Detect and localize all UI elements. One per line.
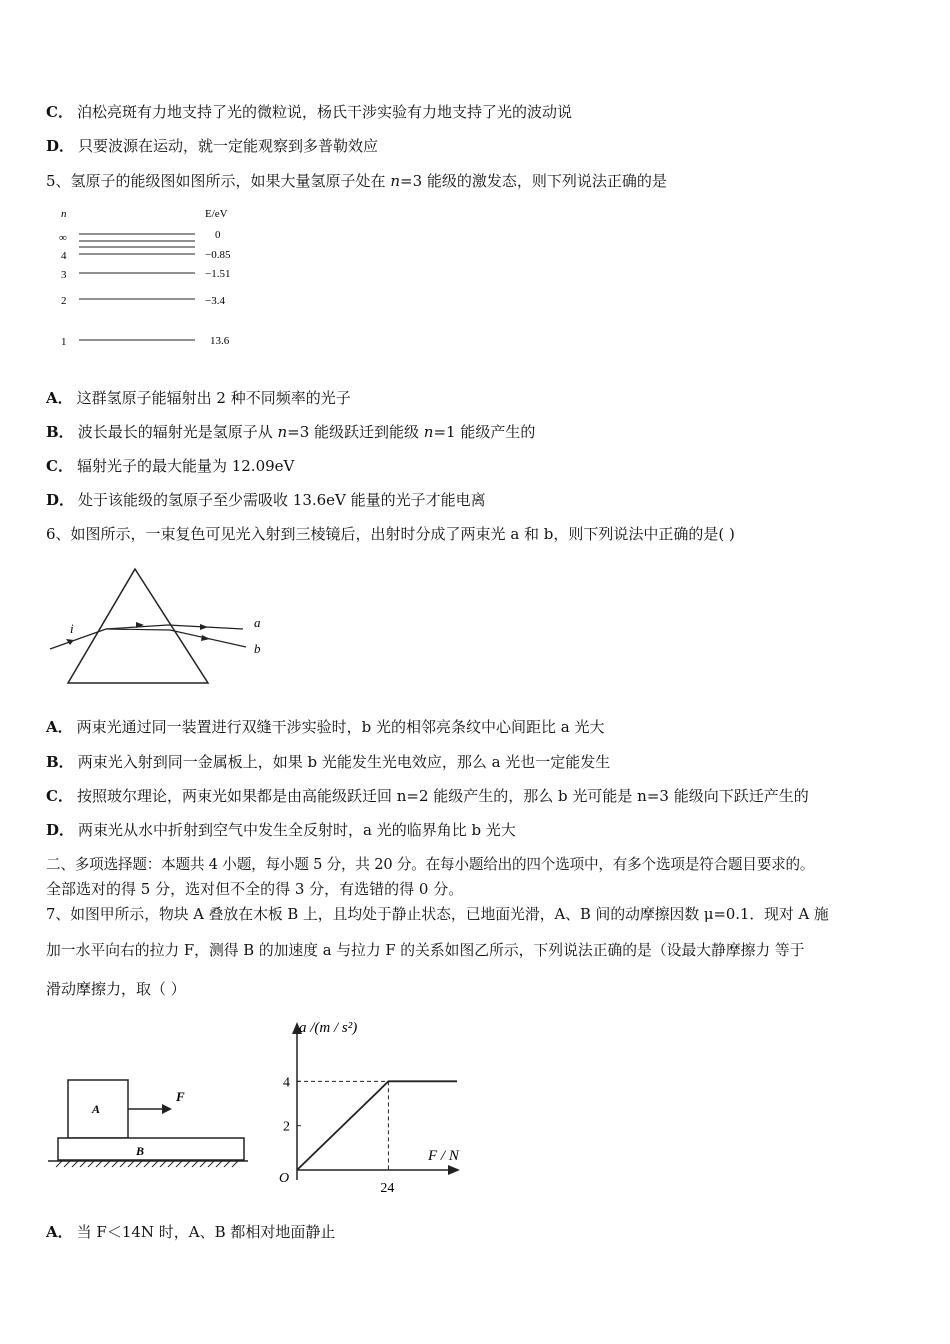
acceleration-force-chart [275,1010,475,1195]
y-tick-label: 4 [283,1075,290,1091]
block-a-label: A [92,1102,101,1116]
section2-instructions-line1: 二、多项选择题：本题共 4 小题，每小题 5 分，共 20 分。在每小题给出的四个选项中，有多个选项是符合题目要求的。 [46,856,815,873]
ray-b-label: b [254,641,261,656]
prism-diagram [46,565,276,690]
internal-ray-b [106,629,170,630]
incident-ray [50,629,106,649]
y-tick-label: 2 [283,1119,290,1135]
q7-stem-line1: 7、如图甲所示，物块 A 叠放在木板 B 上，且均处于静止状态，已地面光滑，A、B 间的动摩擦因数 μ=0.1．现对 A 施 [46,906,829,923]
q6-stem: 6、如图所示，一束复色可见光入射到三棱镜后，出射时分成了两束光 a 和 b，则下列说法中正确的是( ) [46,525,735,543]
q5-stem: 5、氢原子的能级图如图所示，如果大量氢原子处在 n=3 能级的激发态，则下列说法正确的是 [46,172,667,190]
q4-option-c: C． 泊松亮斑有力地支持了光的微粒说，杨氏干涉实验有力地支持了光的波动说 [46,103,572,121]
force-label: F [176,1089,185,1104]
origin-label: O [279,1171,290,1186]
force-arrow-head [162,1104,172,1114]
board-b [58,1138,244,1160]
x-axis-arrow [448,1165,460,1175]
ground-hatching [56,1161,238,1167]
energy-level-diagram [55,203,255,353]
ray-b-arrow [201,635,210,641]
q7-stem-line2: 加一水平向右的拉力 F，测得 B 的加速度 a 与拉力 F 的关系如图乙所示，下列说法正确的是（设最大静摩擦力 等于 [46,942,805,959]
y-axis-label: a /(m / s²) [299,1020,358,1036]
block-board-diagram [48,1075,258,1175]
level-n-2: 2 [61,295,67,307]
q7-option-a: A． 当 F＜14N 时，A、B 都相对地面静止 [46,1223,336,1241]
q5-option-d: D． 处于该能级的氢原子至少需吸收 13.6eV 能量的光子才能电离 [46,491,486,509]
q6-option-c: C． 按照玻尔理论，两束光如果都是由高能级跃迁回 n=2 能级产生的，那么 b 光可能是 n=3 能级向下跃迁产生的 [46,787,809,805]
level-e-inf: 0 [215,229,221,241]
level-n-4: 4 [61,250,67,262]
board-b-label: B [136,1144,145,1158]
incident-arrow [66,639,74,645]
q5-option-c: C． 辐射光子的最大能量为 12.09eV [46,457,295,475]
level-e-3: −1.51 [205,268,231,280]
energy-axis-label: E/eV [205,208,228,220]
level-e-1: 13.6 [210,335,230,347]
q6-option-a: A． 两束光通过同一装置进行双缝干涉实验时，b 光的相邻亮条纹中心间距比 a 光大 [46,718,605,736]
ray-a-label: a [254,615,261,630]
x-tick-label: 24 [380,1181,395,1196]
section2-instructions-line2: 全部选对的得 5 分，选对但不全的得 3 分，有选错的得 0 分。 [46,880,464,898]
q4-option-d: D． 只要波源在运动，就一定能观察到多普勒效应 [46,137,379,155]
level-n-3: 3 [61,269,67,281]
q5-option-a: A． 这群氢原子能辐射出 2 种不同频率的光子 [46,389,351,407]
n-axis-label: n [61,208,67,220]
q7-stem-line3: 滑动摩擦力，取（ ） [46,980,186,998]
level-n-1: 1 [61,336,67,348]
q6-option-b: B． 两束光入射到同一金属板上，如果 b 光能发生光电效应，那么 a 光也一定能发生 [46,753,611,771]
level-e-2: −3.4 [205,295,225,307]
q5-option-b: B． 波长最长的辐射光是氢原子从 n=3 能级跃迁到能级 n=1 能级产生的 [46,423,536,441]
q6-option-d: D． 两束光从水中折射到空气中发生全反射时，a 光的临界角比 b 光大 [46,821,516,839]
incident-label: i [70,621,74,636]
level-e-4: −0.85 [205,249,231,261]
x-axis-label: F / N [428,1148,459,1164]
level-n-inf: ∞ [59,232,67,244]
ray-a-arrow [200,624,208,630]
